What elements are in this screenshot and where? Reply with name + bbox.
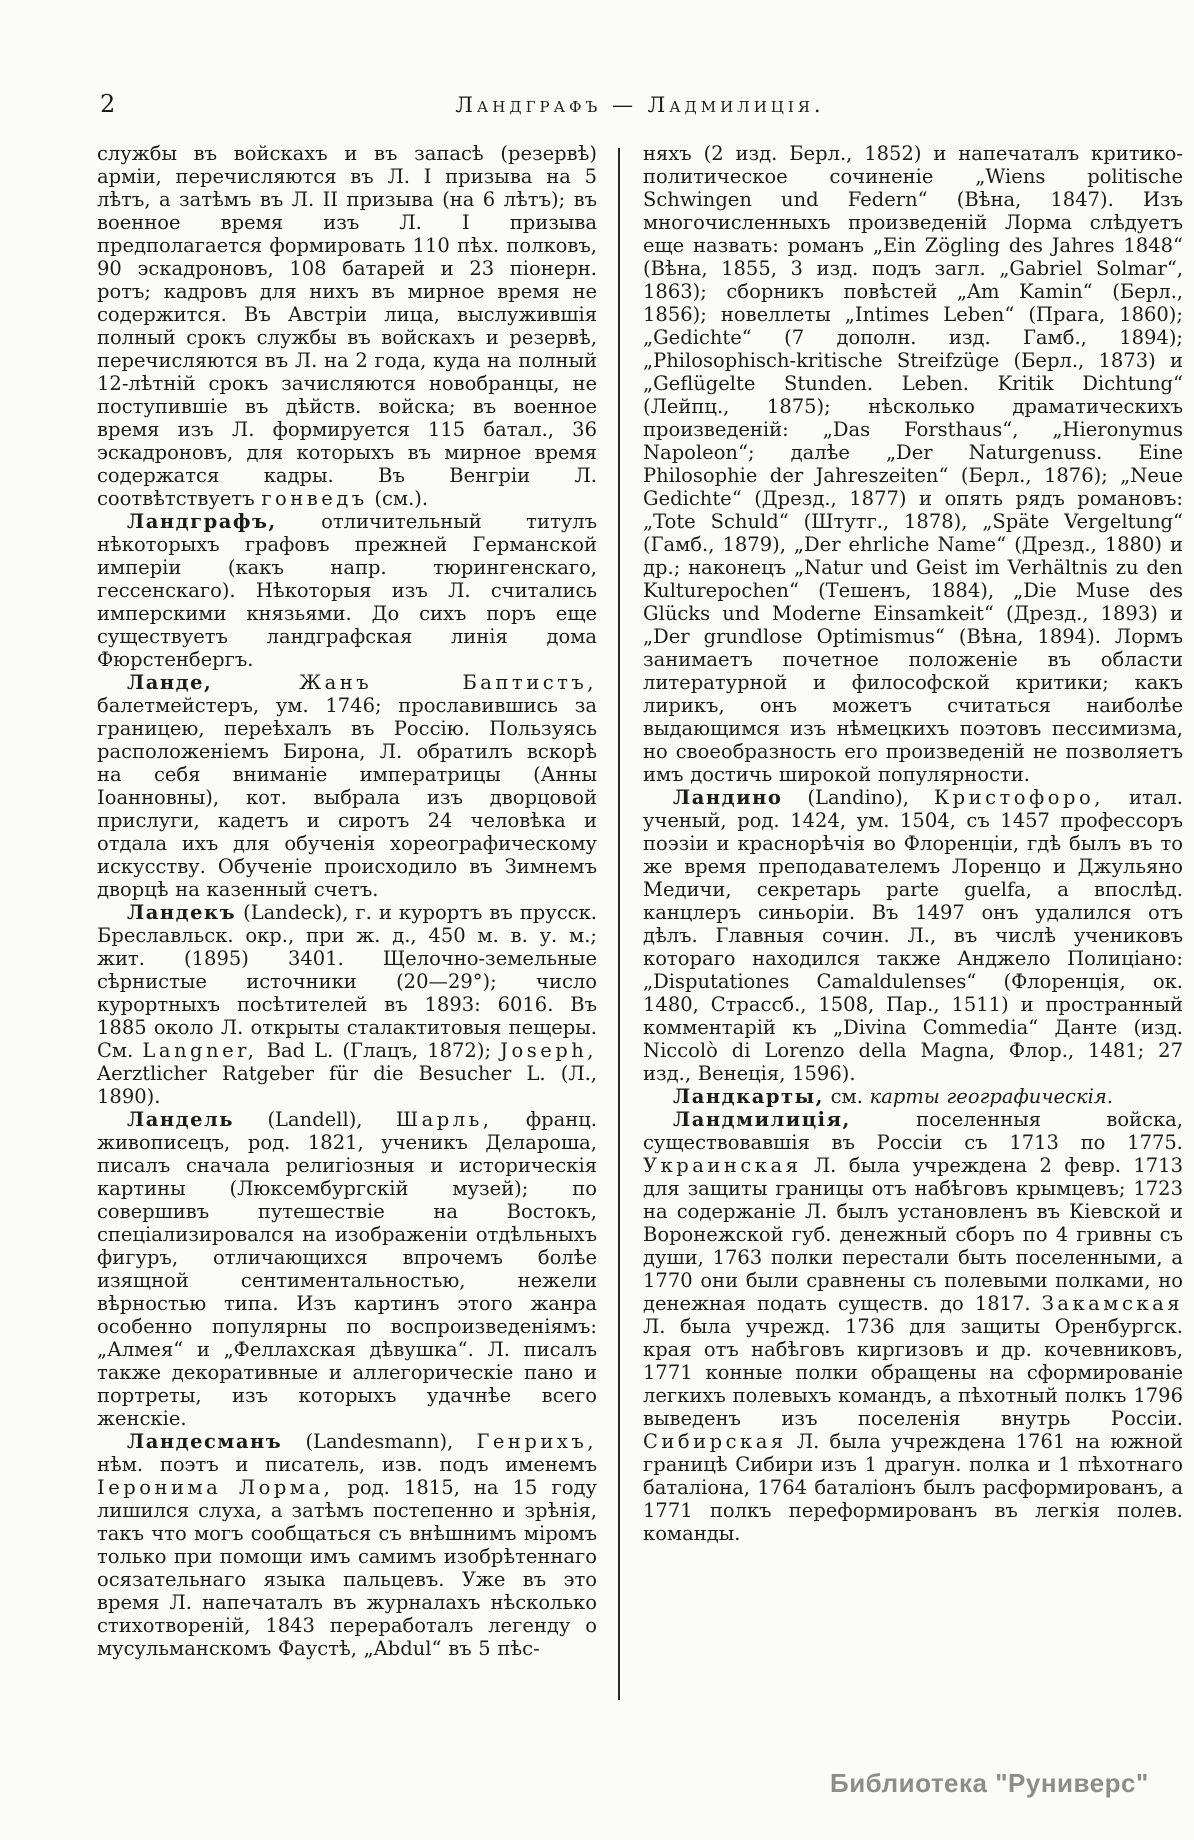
entry-paragraph — [97, 901, 597, 1108]
text-segment: Кристофоро, — [934, 786, 1104, 809]
entry-paragraph — [643, 1085, 1183, 1108]
entry-term: Ландекъ — [127, 901, 237, 924]
text-segment: няхъ (2 изд. Берл., 1852) и напечаталъ критико-политическое сочиненіе „Wiens politische Schwingen und Federn“ (Вѣна, 1847). Изъ многочисленныхъ произведеній Лорма слѣдуетъ еще назвать: романъ „Ein Zögling des Jahres 1848“ (Вѣна, 1855, 3 изд. подъ загл. „Gabriel Solmar“, 1863); сборникъ повѣстей „Am Kamin“ (Берл., 1856); новеллеты „Intimes Leben“ (Прага, 1860); „Gedichte“ (7 дополн. изд. Гамб., 1894); „Philosophisch-kritische Streifzüge (Берл., 1873) и „Geflügelte Stunden. Leben. Kritik Dichtung“ (Лейпц., 1875); нѣсколько драматическихъ произведеній: „Das Forsthaus“, „Hieronymus Napoleon“; далѣе „Der Naturgenuss. Eine Philosophie der Jahreszeiten“ (Берл., 1876); „Neue Gedichte“ (Дрезд., 1877) и опять рядъ романовъ: „Tote Schuld“ (Штутг., 1878), „Späte Vergeltung“ (Гамб., 1879), „Der ehrliche Name“ (Дрезд., 1880) и др.; наконецъ „Natur und Geist im Verhältnis zu den Kulturepochen“ (Тешенъ, 1884), „Die Muse des Glücks und Moderne Einsamkeit“ (Дрезд., 1893) и „Der grundlose Optimismus“ (Вѣна, 1894). Лормъ занимаетъ почетное положеніе въ области литературной и философской критики; какъ лирикъ, онъ можетъ считаться наиболѣе выдающимся изъ нѣмецкихъ поэтовъ пессимизма, но своеобразность его произведеній не позволяетъ имъ достичь широкой популярности. — [643, 142, 1183, 786]
text-segment: (Landeck), г. и курортъ въ прусск. Бреславльск. окр., при ж. д., 450 м. в. у. м.; жит. (1895) 3401. Щелочно-земельные сѣрнистые источники (20—29°); число курортныхъ посѣтителей въ 1893: 6016. Въ 1885 около Л. открыты сталактитовыя пещеры. См. — [97, 901, 597, 1062]
entry-term: Ланде, — [127, 671, 213, 694]
text-segment: балетмейстеръ, ум. 1746; прославившись за границею, переѣхалъ въ Россію. Пользуясь расположеніемъ Бирона, Л. обратилъ вскорѣ на себя вниманіе императрицы (Анны Іоанновны), кот. выбрала изъ дворцовой прислуги, кадетъ и сиротъ 24 человѣка и отдала ихъ для обученія хореографическому искусству. Обученіе происходило въ Зимнемъ дворцѣ на казенный счетъ. — [97, 694, 597, 901]
entry-term: Ландмилиція, — [673, 1108, 851, 1131]
text-segment: Joseph, — [500, 1039, 597, 1062]
text-segment: Генрихъ, — [476, 1430, 597, 1453]
text-segment: итал. ученый, род. 1424, ум. 1504, съ 1457 профессоръ поэзіи и краснорѣчія во Флоренціи, гдѣ былъ въ то же время преподавателемъ Лоренцо и Джульяно Медичи, секретарь parte guelfa, а впослѣд. канцлеръ синьоріи. Въ 1497 онъ удалился отъ дѣлъ. Главныя сочин. Л., въ числѣ учениковъ котораго находился также Анджело Полиціано: „Disputationes Camaldulenses“ (Флоренція, ок. 1480, Страссб., 1508, Пар., 1511) и пространный комментарій къ „Divina Commedia“ Данте (изд. Niccolò di Lorenzo della Magna, Флор., 1481; 27 изд., Венеція, 1596). — [643, 786, 1183, 1085]
column-right — [643, 142, 1183, 1545]
text-segment: отличительный титулъ нѣкоторыхъ графовъ прежней Германской имперіи (какъ напр. тюрингенскаго, гессенскаго). Нѣкоторыя изъ Л. считались имперскими князьями. До сихъ поръ еще существуетъ ландграфская линія дома Фюрстенбергъ. — [97, 510, 597, 671]
text-segment: карты географическія. — [869, 1085, 1113, 1108]
column-left — [97, 142, 597, 1660]
text-segment: Л. была учрежд. 1736 для защиты Оренбургск. края отъ набѣговъ киргизовъ и др. кочевниковъ, 1771 конные полки обращены на сформированіе легкихъ полевыхъ командъ, а пѣхотный полкъ 1796 выведенъ изъ поселенія внутрь Россіи. — [643, 1315, 1183, 1430]
text-segment: Сибирская — [643, 1430, 787, 1453]
entry-paragraph — [643, 1108, 1183, 1545]
text-segment: (Landino), — [782, 786, 935, 809]
text-segment: Л. была учреждена 1761 на южной границѣ Сибири изъ 1 драгун. полка и 1 пѣхотнаго баталіона, 1764 баталіонъ былъ расформированъ, а 1771 полкъ переформированъ въ легкія полев. команды. — [643, 1430, 1183, 1545]
text-segment: (см.). — [367, 487, 429, 510]
entry-term: Ландино — [673, 786, 783, 809]
text-segment: Шарль, — [395, 1108, 493, 1131]
text-segment: Закамская — [1041, 1292, 1183, 1315]
entry-paragraph — [97, 1108, 597, 1430]
text-segment: Іеронима Лорма, — [97, 1476, 334, 1499]
text-segment: (Landesmann), — [282, 1430, 477, 1453]
entry-term: Ландграфъ, — [127, 510, 277, 533]
text-segment: (Landell), — [234, 1108, 396, 1131]
text-segment: поселенныя войска, существовавшія въ Россіи съ 1713 по 1775. — [643, 1108, 1183, 1154]
text-segment: см. — [823, 1085, 870, 1108]
text-segment: франц. живописецъ, род. 1821, ученикъ Делароша, писалъ сначала религіозныя и историческія картины (Люксембургскій музей); по совершивъ путешествіе на Востокъ, спеціализировался на изображеніи отдѣльныхъ фигуръ, отличающихся впрочемъ болѣе изящной сентиментальностью, нежели вѣрностью типа. Изъ картинъ этого жанра особенно популярны по воспроизведеніямъ: „Алмея“ и „Феллахская дѣвушка“. Л. писалъ также декоративные и аллегорическіе пано и портреты, изъ которыхъ удачнѣе всего женскіе. — [97, 1108, 597, 1430]
text-segment: нѣм. поэтъ и писатель, изв. подъ именемъ — [97, 1453, 597, 1476]
library-watermark: Библиотека "Руниверс" — [830, 1768, 1149, 1798]
text-segment: род. 1815, на 15 году лишился слуха, а затѣмъ постепенно и зрѣнія, такъ что могъ сообщаться съ внѣшнимъ міромъ только при помощи имъ самимъ изобрѣтеннаго осязательнаго языка пальцевъ. Уже въ это время Л. напечаталъ въ журналахъ нѣсколько стихотвореній, 1843 переработалъ легенду о мусульманскомъ Фаустѣ, „Abdul“ въ 5 пѣс- — [97, 1476, 597, 1660]
text-segment: Langner, — [142, 1039, 258, 1062]
entry-term: Ландесманъ — [127, 1430, 283, 1453]
entry-term: Ландель — [127, 1108, 235, 1131]
text-segment: Bad L. (Глацъ, 1872); — [257, 1039, 501, 1062]
entry-term: Ландкарты, — [673, 1085, 824, 1108]
text-segment: Жанъ Баптистъ, — [299, 671, 598, 694]
text-segment: Украинская — [643, 1154, 802, 1177]
entry-paragraph — [97, 671, 597, 901]
entry-paragraph — [643, 786, 1183, 1085]
text-segment: Aerztlicher Ratgeber für die Besucher L. (Л., 1890). — [97, 1062, 597, 1108]
continuation-paragraph — [97, 142, 597, 510]
entry-paragraph — [97, 1430, 597, 1660]
text-segment: гонведъ — [261, 487, 368, 510]
continuation-paragraph — [643, 142, 1183, 786]
text-segment: Л. была учреждена 2 февр. 1713 для защиты границы отъ набѣговъ крымцевъ; 1723 на содержаніе Л. былъ установленъ въ Кіевской и Воронежской губ. денежный сборъ по 4 гривны съ души, 1763 полки перестали быть поселенными, а 1770 они были сравнены съ полевыми полками, но денежная подать существ. до 1817. — [643, 1154, 1183, 1315]
entry-paragraph — [97, 510, 597, 671]
text-segment — [212, 671, 299, 694]
column-divider-rule — [618, 148, 620, 1700]
running-header-title: Ландграфъ — Ладмилиція. — [455, 93, 825, 117]
text-segment: службы въ войскахъ и въ запасѣ (резервѣ) арміи, перечисляются въ Л. I призыва на 5 лѣтъ, а затѣмъ въ Л. II призыва (на 6 лѣтъ); въ военное время изъ Л. I призыва предполагается формировать 110 пѣх. полковъ, 90 эскадроновъ, 108 батарей и 23 піонерн. ротъ; кадровъ для нихъ въ мирное время не содержится. Въ Австріи лица, выслужившія полный срокъ службы въ войскахъ и резервѣ, перечисляются въ Л. на 2 года, куда на полный 12-лѣтній срокъ зачисляются новобранцы, не поступившіе въ дѣйств. войска; въ военное время изъ Л. формируется 115 батал., 36 эскадроновъ, для которыхъ въ мирное время содержатся кадры. Въ Венгріи Л. соотвѣтствуетъ — [97, 142, 597, 510]
page-number: 2 — [100, 90, 116, 118]
